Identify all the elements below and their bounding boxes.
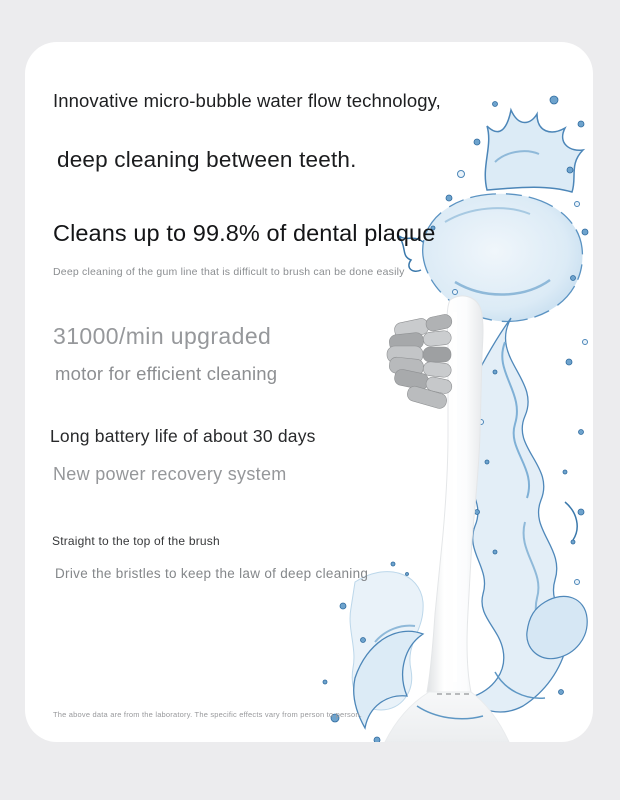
brush-tip-subtitle: Drive the bristles to keep the law of deep cleaning <box>55 566 369 581</box>
motor-title: 31000/min upgraded <box>53 323 272 349</box>
battery-subtitle: New power recovery system <box>53 464 287 484</box>
claim-title: Cleans up to 99.8% of dental plaque <box>53 220 436 246</box>
motor-subtitle: motor for efficient cleaning <box>55 363 278 384</box>
content-card <box>25 42 593 742</box>
disclaimer-text: The above data are from the laboratory. The specific effects vary from person to person. <box>53 710 362 719</box>
claim-subtitle: Deep cleaning of the gum line that is difficult to brush can be done easily <box>53 266 405 278</box>
headline-line1: Innovative micro-bubble water flow technology, <box>53 90 441 111</box>
brush-tip-title: Straight to the top of the brush <box>52 534 220 548</box>
headline-line2: deep cleaning between teeth. <box>57 147 357 172</box>
battery-title: Long battery life of about 30 days <box>50 426 316 446</box>
